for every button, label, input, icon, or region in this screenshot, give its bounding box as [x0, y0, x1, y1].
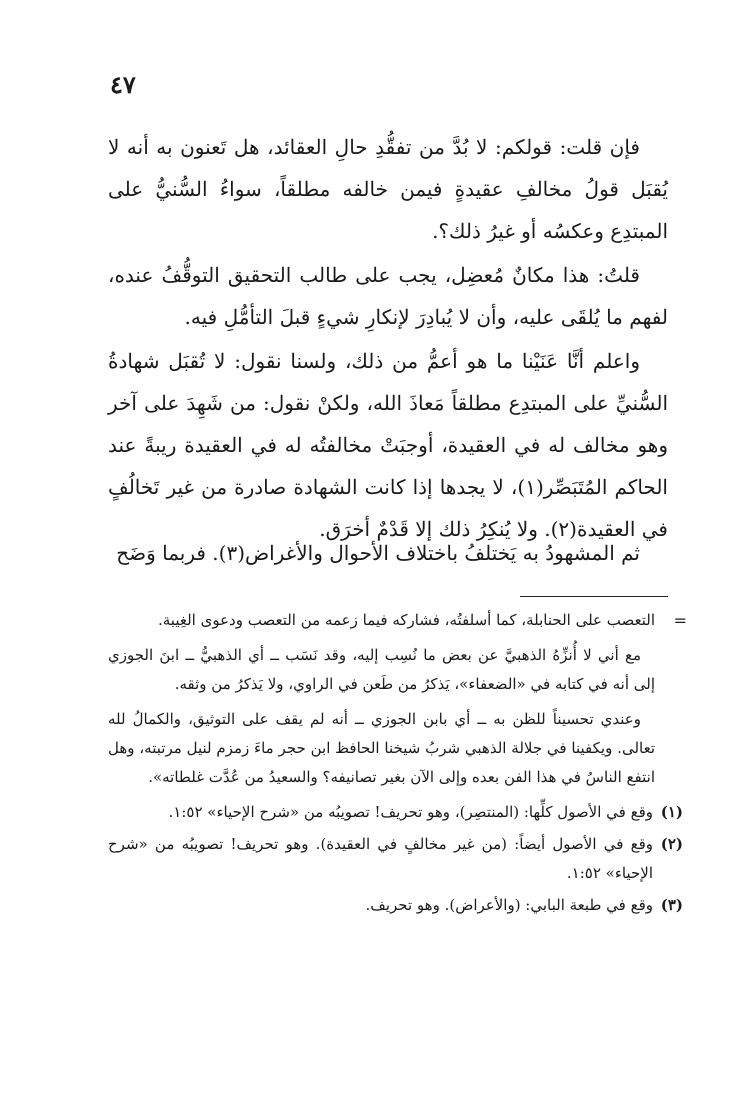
footnote-number: (١)	[660, 803, 683, 821]
footnote-3	[108, 891, 683, 920]
continuation-marker: =	[673, 611, 687, 630]
footnote-text: وقع في الأصول أيضاً: (من غير مخالفٍ في العقيدة). وهو تحريف! تصويبُه من «شرح الإحياء» ١:٥٢.	[108, 835, 653, 882]
footnote-text: وقع في طبعة البابي: (والأعراض). وهو تحريف.	[365, 896, 653, 914]
body-paragraph-3	[108, 340, 668, 550]
footnote-2	[108, 830, 683, 888]
footnote-number: (٣)	[660, 896, 683, 914]
body-paragraph-4	[108, 532, 668, 574]
footnote-continuation-text: التعصب على الحنابلة، كما أسلفتُه، فشاركه فيما زعمه من التعصب ودعوى الغِيبة.	[157, 611, 655, 629]
body-paragraph-1	[108, 126, 668, 252]
body-paragraph-2	[108, 254, 668, 338]
paragraph-text: فإن قلت: قولكم: لا بُدَّ من تفقُّدِ حالِ العقائد، هل تَعنون به أنه لا يُقبَل قولُ مخالفِ عقيدةٍ فيمن خالفه مطلقاً، سواءُ السُّنيُّ على المبتدِع وعكسُه أو غيرُ ذلك؟.	[108, 135, 668, 243]
footnote-continuation	[108, 606, 687, 635]
paragraph-text: واعلم أنَّا عَنَيْنا ما هو أعمُّ من ذلك، ولسنا نقول: لا تُقبَل شهادةُ السُّنيِّ على المبتدِع مطلقاً مَعاذَ الله، ولكنْ نقول: من شَهِدَ على آخر وهو مخالف له في العقيدة، أوجبَتْ مخالفتُه له في العقيدة ريبةً عند الحاكم المُتَبَصِّر(١)، لا يجدها إذا كانت الشهادة صادرة من غير تَخالُفٍ في العقيدة(٢). ولا يُنكِرُ ذلك إلا قَدْمٌ أخرَق.	[108, 349, 668, 541]
footnote-text: وقع في الأصول كلِّها: (المنتصِر)، وهو تحريف! تصويبُه من «شرح الإحياء» ١:٥٢.	[168, 803, 653, 821]
footnotes-section	[108, 606, 687, 923]
paragraph-text: ثم المشهودُ به يَختلفُ باختلاف الأحوال والأغراض(٣). فربما وَضَح	[116, 541, 640, 565]
paragraph-text: قلتُ: هذا مكانٌ مُعضِل، يجب على طالب التحقيق التوقُّفُ عنده، لفهم ما يُلقَى عليه، وأن لا يُبادِرَ لإنكارِ شيءٍ قبلَ التأمُّلِ فيه.	[108, 263, 668, 329]
footnote-paragraph-2: مع أني لا أُنزِّهُ الذهبيَّ عن بعض ما نُسِب إليه، وقد نَسَب ــ أي الذهبيُّ ــ ابنَ الجوزي إلى أنه في كتابه في «الضعفاء»، يَذكرُ من طَعن في الراوي، ولا يَذكرُ من وثقه.	[108, 646, 655, 693]
footnote-separator	[520, 596, 668, 597]
footnote-paragraph-3: وعندي تحسيناً للظن به ــ أي بابن الجوزي ــ أنه لم يقف على التوثيق، والكمالُ لله تعالى. ويكفينا في جلالة الذهبي شربُ شيخنا الحافظ ابن حجر ماءَ زمزم لنيل مرتبته، وهل انتفع الناسُ في هذا الفن بعده وإلى الآن بغير تصانيفه؟ والسعيدُ من عُدَّت غلطاته».	[108, 710, 655, 786]
footnote-1	[108, 798, 683, 827]
footnote-number: (٢)	[660, 835, 683, 853]
page-number: ٤٧	[110, 70, 136, 99]
